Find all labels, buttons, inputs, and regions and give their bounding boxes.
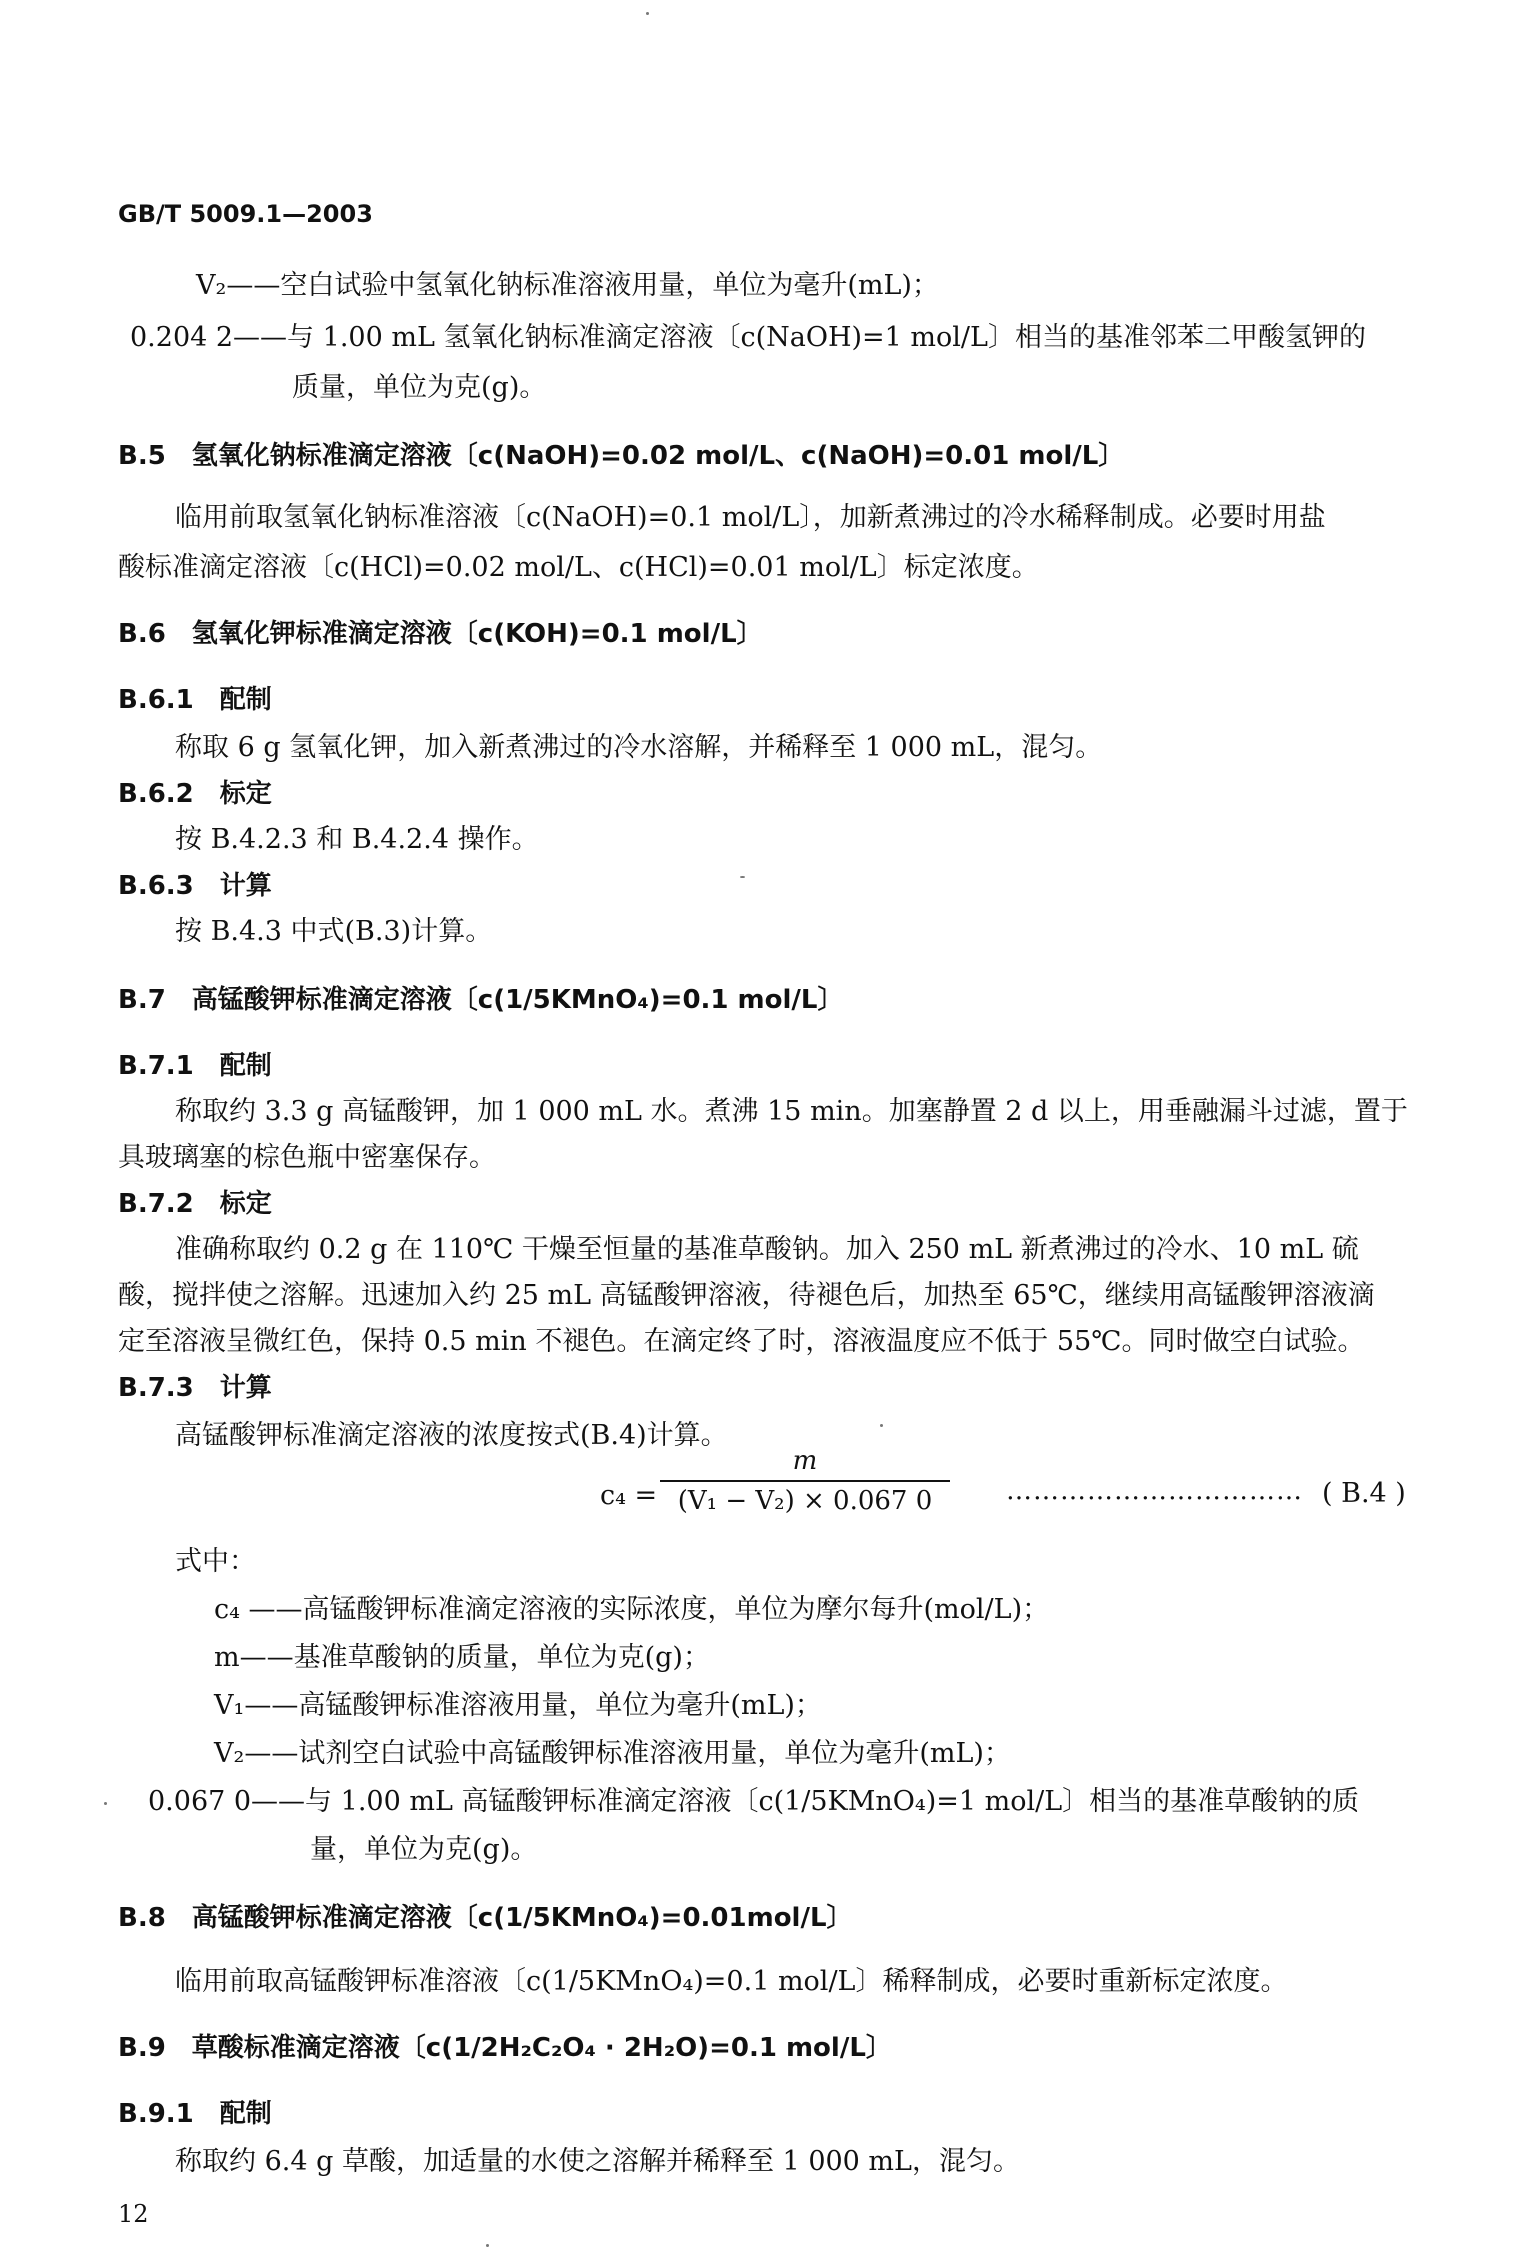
section-b8-title: B.8 高锰酸钾标准滴定溶液〔c(1/5KMnO₄)=0.01mol/L〕 [118,1903,853,1933]
section-b7-1-title: B.7.1 配制 [118,1051,272,1081]
section-b7-3-title: B.7.3 计算 [118,1373,272,1403]
def-constant-0-0670-cont: 量，单位为克(g)。 [310,1834,538,1865]
section-b7-3-para: 高锰酸钾标准滴定溶液的浓度按式(B.4)计算。 [175,1420,728,1451]
where-label: 式中： [175,1546,256,1577]
section-b7-title: B.7 高锰酸钾标准滴定溶液〔c(1/5KMnO₄)=0.1 mol/L〕 [118,985,844,1015]
section-b6-1-title: B.6.1 配制 [118,685,272,715]
def-constant-0-0670: 0.067 0——与 1.00 mL 高锰酸钾标准滴定溶液〔c(1/5KMnO₄)=1 mol/L〕相当的基准草酸钠的质 [148,1786,1360,1817]
def-v2-naoh: V₂——空白试验中氢氧化钠标准溶液用量，单位为毫升(mL)； [196,270,939,301]
section-b6-1-para: 称取 6 g 氢氧化钾，加入新煮沸过的冷水溶解，并稀释至 1 000 mL，混匀。 [175,732,1103,763]
section-b9-1-title: B.9.1 配制 [118,2099,272,2129]
def-c4: c₄ ——高锰酸钾标准滴定溶液的实际浓度，单位为摩尔每升(mol/L)； [214,1594,1050,1625]
section-b6-2-title: B.6.2 标定 [118,779,272,809]
section-b9-1-para: 称取约 6.4 g 草酸，加适量的水使之溶解并稀释至 1 000 mL，混匀。 [175,2146,1020,2177]
def-constant-0-2042: 0.204 2——与 1.00 mL 氢氧化钠标准滴定溶液〔c(NaOH)=1 mol/L〕相当的基准邻苯二甲酸氢钾的 [130,322,1366,353]
page-number: 12 [118,2200,149,2228]
def-v1: V₁——高锰酸钾标准溶液用量，单位为毫升(mL)； [214,1690,822,1721]
formula-numerator: m [792,1446,818,1476]
section-b7-2-para-1: 准确称取约 0.2 g 在 110℃ 干燥至恒量的基准草酸钠。加入 250 mL 新煮沸过的冷水、10 mL 硫 [175,1234,1359,1265]
formula-label: ( B.4 ) [1322,1478,1406,1509]
formula-leader-dots: …………………………… [1006,1476,1303,1506]
section-b7-1-para-1: 称取约 3.3 g 高锰酸钾，加 1 000 mL 水。煮沸 15 min。加塞静置 2 d 以上，用垂融漏斗过滤，置于 [175,1096,1408,1127]
section-b9-title: B.9 草酸标准滴定溶液〔c(1/2H₂C₂O₄ · 2H₂O)=0.1 mol/L〕 [118,2033,892,2063]
formula-fraction [660,1446,950,1516]
section-b6-title: B.6 氢氧化钾标准滴定溶液〔c(KOH)=0.1 mol/L〕 [118,619,763,649]
scan-speck [486,2244,489,2247]
section-b6-2-para: 按 B.4.2.3 和 B.4.2.4 操作。 [175,824,539,855]
formula-denominator: (V₁ − V₂) × 0.067 0 [677,1486,933,1516]
formula-lhs: c₄ = [600,1480,658,1511]
scan-speck [740,876,745,878]
section-b8-para: 临用前取高锰酸钾标准溶液〔c(1/5KMnO₄)=0.1 mol/L〕稀释制成，必要时重新标定浓度。 [175,1966,1288,1997]
section-b7-2-para-3: 定至溶液呈微红色，保持 0.5 min 不褪色。在滴定终了时，溶液温度应不低于 55℃。同时做空白试验。 [118,1326,1365,1357]
section-b6-3-title: B.6.3 计算 [118,871,272,901]
section-b6-3-para: 按 B.4.3 中式(B.3)计算。 [175,916,493,947]
def-m: m——基准草酸钠的质量，单位为克(g)； [214,1642,710,1673]
section-b5-para-2: 酸标准滴定溶液〔c(HCl)=0.02 mol/L、c(HCl)=0.01 mol/L〕标定浓度。 [118,552,1039,583]
scan-speck [104,1802,107,1805]
section-b7-1-para-2: 具玻璃塞的棕色瓶中密塞保存。 [118,1142,496,1173]
def-constant-0-2042-cont: 质量，单位为克(g)。 [292,372,547,403]
standard-code: GB/T 5009.1—2003 [118,200,373,228]
scan-speck [880,1424,883,1427]
section-b7-2-title: B.7.2 标定 [118,1189,272,1219]
fraction-bar [660,1480,950,1482]
def-v2: V₂——试剂空白试验中高锰酸钾标准溶液用量，单位为毫升(mL)； [214,1738,1011,1769]
section-b5-para-1: 临用前取氢氧化钠标准溶液〔c(NaOH)=0.1 mol/L〕，加新煮沸过的冷水稀释制成。必要时用盐 [175,502,1326,533]
scan-speck [646,12,649,15]
section-b5-title: B.5 氢氧化钠标准滴定溶液〔c(NaOH)=0.02 mol/L、c(NaOH)=0.01 mol/L〕 [118,441,1125,471]
section-b7-2-para-2: 酸，搅拌使之溶解。迅速加入约 25 mL 高锰酸钾溶液，待褪色后，加热至 65℃，继续用高锰酸钾溶液滴 [118,1280,1375,1311]
